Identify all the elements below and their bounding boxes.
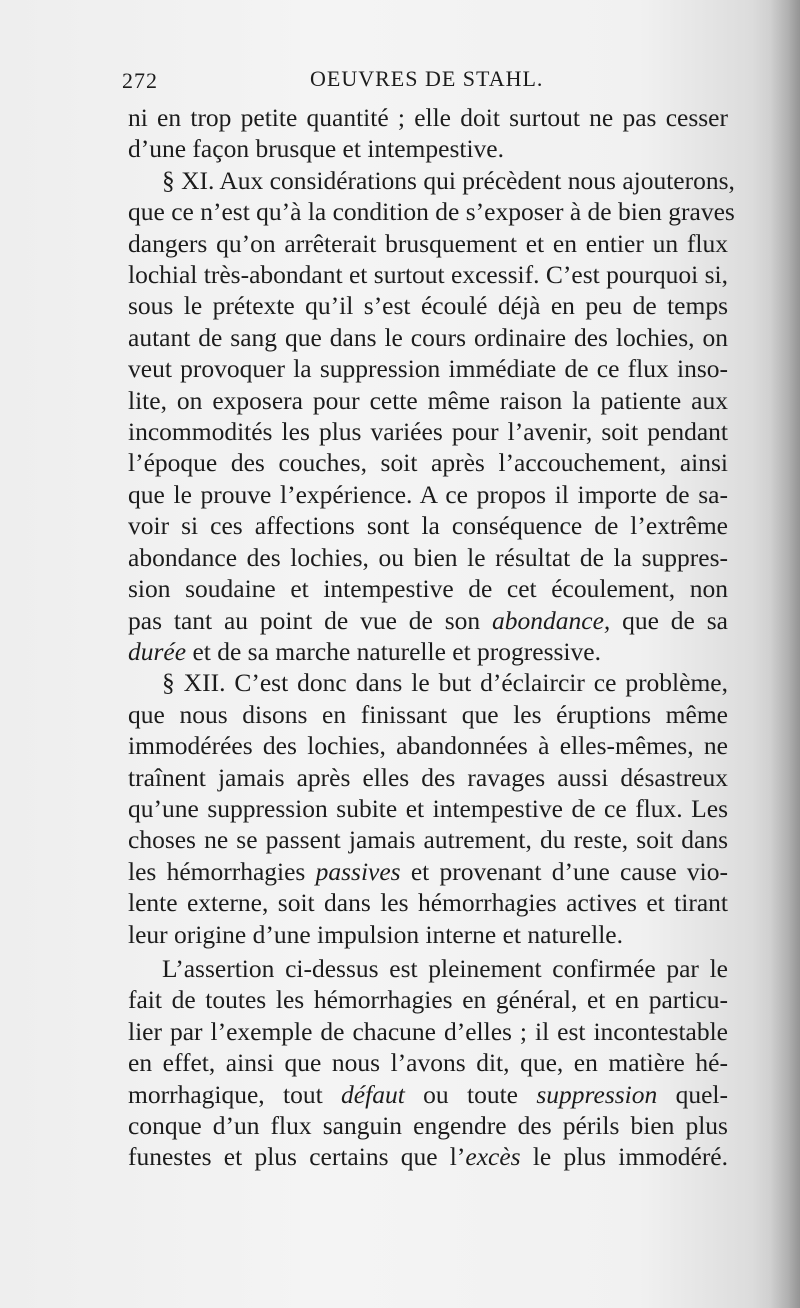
- page-edge-shadow: [770, 0, 800, 1308]
- text-line: que nous disons en finissant que les éruptions même: [128, 699, 728, 729]
- text-line: [128, 605, 728, 636]
- text-run: et de sa marche naturelle et progressive.: [186, 636, 601, 666]
- text-line: abondance des lochies, ou bien le résultat de la suppres-: [128, 542, 728, 572]
- text-line: lier par l’exemple de chacune d’elles ; il est incontestable: [128, 1016, 728, 1046]
- text-line: que le prouve l’expérience. A ce propos il importe de sa-: [128, 479, 728, 509]
- text-line: immodérées des lochies, abandonnées à elles-mêmes, ne: [128, 731, 728, 761]
- text-run: que de sa: [610, 605, 728, 635]
- text-line: § XI. Aux considérations qui précèdent nous ajouterons,: [162, 165, 735, 195]
- text-line: d’une façon brusque et intempestive.: [128, 134, 505, 164]
- text-line: dangers qu’on arrêterait brusquement et en entier un flux: [128, 228, 728, 258]
- text-line: leur origine d’une impulsion interne et naturelle.: [128, 919, 623, 949]
- italic-text: abondance,: [492, 605, 611, 635]
- text-line: lochial très-abondant et surtout excessif. C’est pourquoi si,: [128, 260, 728, 290]
- paragraph-section-xii: [128, 667, 728, 950]
- text-run: pas tant au point de vue de son: [128, 605, 492, 635]
- page-number: 272: [122, 68, 158, 93]
- text-line: traînent jamais après elles des ravages aussi désastreux: [128, 762, 728, 792]
- text-line: fait de toutes les hémorrhagies en général, et en particu-: [128, 985, 728, 1015]
- text-line: lite, on exposera pour cette même raison la patiente aux: [128, 385, 728, 415]
- text-line: veut provoquer la suppression immédiate de ce flux inso-: [128, 354, 728, 384]
- italic-text: suppression: [536, 1079, 658, 1109]
- paragraph-1: [128, 102, 728, 165]
- text-line: voir si ces affections sont la conséquence de l’extrême: [128, 511, 728, 541]
- text-line: [128, 856, 728, 887]
- text-line: que ce n’est qu’à la condition de s’exposer à de bien graves: [128, 197, 735, 227]
- paragraph-section-xi: [128, 165, 735, 668]
- text-run: funestes et plus certains que l’: [128, 1142, 466, 1172]
- italic-text: passives: [315, 856, 401, 886]
- text-line: ni en trop petite quantité ; elle doit surtout ne pas cesser: [128, 103, 728, 132]
- text-line: conque d’un flux sanguin engendre des périls bien plus: [128, 1111, 728, 1140]
- text-run: le plus immodéré.: [520, 1142, 729, 1172]
- italic-text: excès: [465, 1142, 521, 1172]
- text-line: [128, 1079, 728, 1110]
- text-run: ou toute: [404, 1079, 537, 1109]
- text-line: lente externe, soit dans les hémorrhagies actives et tirant: [128, 888, 728, 918]
- running-title: OEUVRES DE STAHL.: [310, 66, 544, 91]
- page-header: [120, 64, 730, 96]
- text-line: autant de sang que dans le cours ordinaire des lochies, on: [128, 322, 728, 352]
- text-run: quel-: [657, 1079, 728, 1109]
- text-line: choses ne se passent jamais autrement, du reste, soit dans: [128, 825, 728, 855]
- text-line: L’assertion ci-dessus est pleinement confirmée par le: [162, 953, 728, 983]
- text-line: sion soudaine et intempestive de cet écoulement, non: [128, 574, 728, 604]
- text-line: sous le prétexte qu’il s’est écoulé déjà en peu de temps: [128, 291, 728, 321]
- text-line: en effet, ainsi que nous l’avons dit, que, en matière hé-: [128, 1048, 728, 1078]
- text-line: l’époque des couches, soit après l’accouchement, ainsi: [128, 448, 728, 478]
- text-run: morrhagique, tout: [128, 1079, 342, 1109]
- italic-text: durée: [128, 636, 187, 666]
- text-run: les hémorrhagies: [128, 856, 316, 886]
- text-line: [128, 636, 728, 667]
- text-line: incommodités les plus variées pour l’avenir, soit pendant: [128, 417, 728, 447]
- paragraph-4: [128, 953, 728, 1173]
- text-line: § XII. C’est donc dans le but d’éclaircir ce problème,: [162, 668, 728, 698]
- italic-text: défaut: [341, 1079, 405, 1109]
- text-line: qu’une suppression subite et intempestive de ce flux. Les: [128, 793, 728, 823]
- text-run: et provenant d’une cause vio-: [400, 856, 728, 886]
- text-line: [128, 1141, 728, 1172]
- body-text: [128, 102, 735, 1173]
